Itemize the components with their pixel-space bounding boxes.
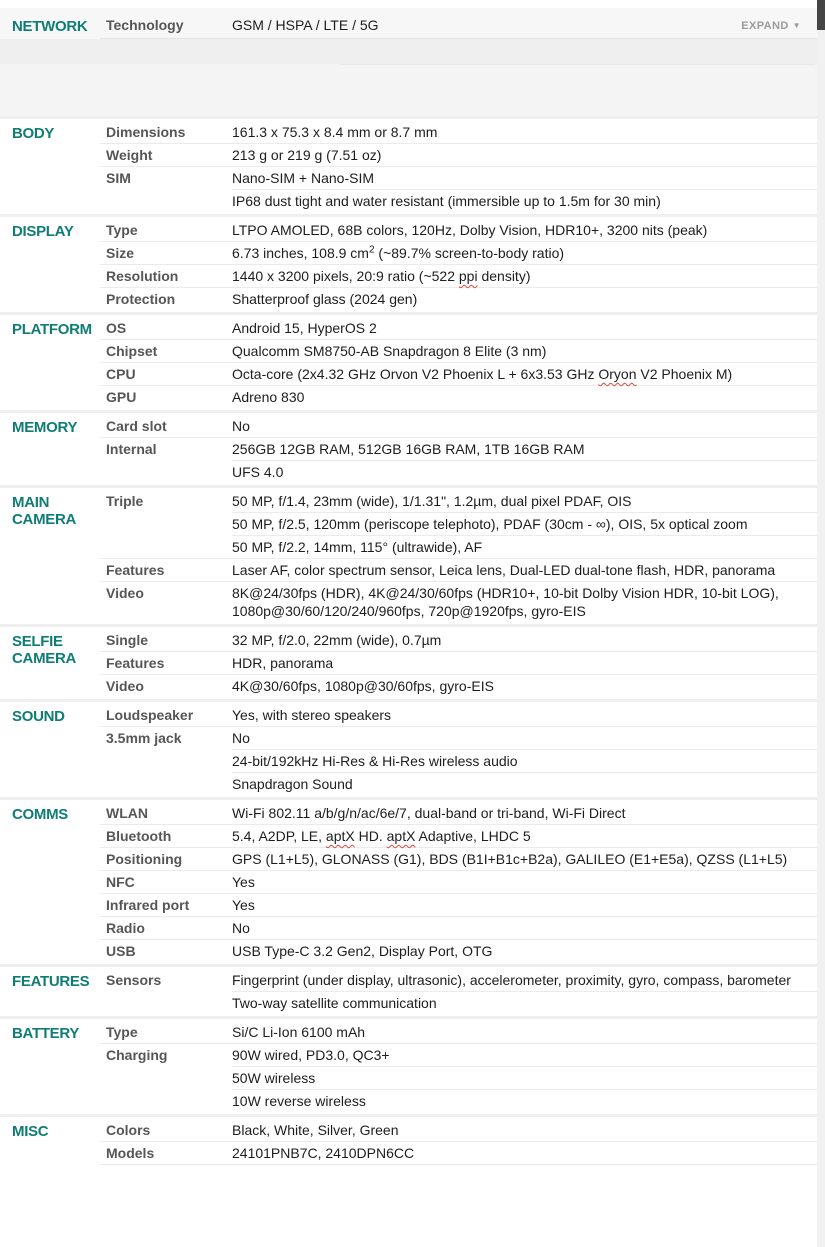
section-body bbox=[0, 119, 817, 214]
value-text: 4K@30/60fps, 1080p@30/60fps, gyro-EIS bbox=[232, 678, 494, 694]
spec-value bbox=[232, 749, 817, 772]
section-rows bbox=[100, 317, 817, 408]
value-text: 213 g or 219 g (7.51 oz) bbox=[232, 147, 382, 163]
spec-row bbox=[100, 802, 817, 824]
value-text: UFS 4.0 bbox=[232, 464, 284, 480]
value-text: 50W wireless bbox=[232, 1070, 316, 1086]
section-rows bbox=[100, 219, 817, 310]
spec-row bbox=[100, 674, 817, 697]
section-rows bbox=[100, 969, 817, 1014]
spec-label bbox=[100, 1089, 232, 1112]
spec-label: Features bbox=[106, 562, 165, 578]
value-text: density) bbox=[477, 268, 531, 284]
spec-value bbox=[232, 582, 817, 622]
spec-label: Type bbox=[106, 1024, 138, 1040]
section-network bbox=[0, 8, 817, 39]
value-text: USB Type-C 3.2 Gen2, Display Port, OTG bbox=[232, 943, 493, 959]
spec-label: NFC bbox=[106, 874, 135, 890]
value-text: Fingerprint (under display, ultrasonic), accelerometer, proximity, gyro, compass, barometer bbox=[232, 972, 791, 988]
spec-value bbox=[232, 219, 817, 241]
section-misc bbox=[0, 1117, 817, 1175]
spec-row bbox=[100, 512, 817, 535]
section-title-memory: MEMORY bbox=[12, 419, 78, 436]
spec-value bbox=[232, 288, 817, 310]
spec-label: 3.5mm jack bbox=[106, 730, 182, 746]
spec-value bbox=[232, 121, 817, 143]
spec-label: Weight bbox=[106, 147, 153, 163]
spec-value bbox=[232, 460, 817, 483]
value-text: 50 MP, f/1.4, 23mm (wide), 1/1.31", 1.2µm, dual pixel PDAF, OIS bbox=[232, 493, 632, 509]
section-display bbox=[0, 217, 817, 312]
spec-label: Positioning bbox=[106, 851, 183, 867]
spec-value bbox=[232, 652, 817, 674]
spec-value bbox=[232, 1142, 817, 1164]
spec-row bbox=[100, 749, 817, 772]
spec-label: Type bbox=[106, 222, 138, 238]
value-text: 256GB 12GB RAM, 512GB 16GB RAM, 1TB 16GB RAM bbox=[232, 441, 585, 457]
spec-label: Internal bbox=[106, 441, 157, 457]
spec-label: WLAN bbox=[106, 805, 148, 821]
value-text: 8K@24/30fps (HDR), 4K@24/30/60fps (HDR10+, 10-bit Dolby Vision HDR, 10-bit LOG), 1080p@30/60/120/240/960fps, 720p@1920fps, gyro-EIS bbox=[232, 585, 779, 619]
spec-value bbox=[232, 969, 817, 991]
misspelled-word: ppi bbox=[458, 268, 478, 284]
value-text: 1440 x 3200 pixels, 20:9 ratio (~522 bbox=[232, 268, 459, 284]
spec-value bbox=[232, 438, 817, 460]
spec-value bbox=[232, 917, 817, 939]
value-text: Android 15, HyperOS 2 bbox=[232, 320, 377, 336]
spec-label: Video bbox=[106, 678, 144, 694]
spec-label: Dimensions bbox=[106, 124, 186, 140]
spec-row bbox=[100, 1119, 817, 1141]
spec-row bbox=[100, 189, 817, 212]
spec-row bbox=[100, 581, 817, 622]
spec-row bbox=[100, 651, 817, 674]
expand-chevron-icon: ▼ bbox=[792, 21, 801, 30]
section-rows bbox=[100, 1119, 817, 1165]
spec-label: Features bbox=[106, 655, 165, 671]
spec-row bbox=[100, 1021, 817, 1043]
spec-value bbox=[232, 727, 817, 749]
top-gap bbox=[0, 0, 817, 8]
spec-row bbox=[100, 219, 817, 241]
spec-label: USB bbox=[106, 943, 136, 959]
spec-row bbox=[100, 460, 817, 483]
spec-label: Single bbox=[106, 632, 149, 648]
spec-value bbox=[232, 940, 817, 962]
value-text: Two-way satellite communication bbox=[232, 995, 437, 1011]
divider bbox=[340, 64, 815, 65]
spec-row bbox=[100, 629, 817, 651]
spec-label bbox=[100, 772, 232, 795]
value-text: Yes bbox=[232, 897, 255, 913]
spec-row bbox=[100, 385, 817, 408]
spec-row bbox=[100, 317, 817, 339]
spec-row bbox=[100, 893, 817, 916]
spec-value bbox=[232, 704, 817, 726]
value-text: GSM / HSPA / LTE / 5G bbox=[232, 17, 379, 33]
scrollbar-thumb[interactable] bbox=[817, 0, 825, 30]
value-text: No bbox=[232, 418, 250, 434]
value-text: GPS (L1+L5), GLONASS (G1), BDS (B1I+B1c+B2a), GALILEO (E1+E5a), QZSS (L1+L5) bbox=[232, 851, 788, 867]
spec-value bbox=[232, 894, 817, 916]
misspelled-word: Oryon bbox=[598, 366, 637, 382]
value-text: Adreno 830 bbox=[232, 389, 305, 405]
spec-label bbox=[100, 1066, 232, 1089]
spec-value bbox=[232, 1119, 817, 1141]
section-title-main-camera: MAIN CAMERA bbox=[12, 494, 77, 528]
spec-label: Protection bbox=[106, 291, 176, 307]
spec-value bbox=[232, 802, 817, 824]
value-text: Qualcomm SM8750-AB Snapdragon 8 Elite (3 nm) bbox=[232, 343, 547, 359]
value-text: Octa-core (2x4.32 GHz Orvon V2 Phoenix L + 6x3.53 GHz bbox=[232, 366, 599, 382]
spec-row bbox=[100, 704, 817, 726]
value-text: Laser AF, color spectrum sensor, Leica lens, Dual-LED dual-tone flash, HDR, panorama bbox=[232, 562, 776, 578]
spec-value bbox=[232, 991, 817, 1014]
spec-row bbox=[100, 143, 817, 166]
section-title-battery: BATTERY bbox=[12, 1025, 80, 1042]
spec-row bbox=[100, 991, 817, 1014]
value-text: V2 Phoenix M) bbox=[636, 366, 733, 382]
spec-row bbox=[100, 1089, 817, 1112]
spec-value bbox=[232, 629, 817, 651]
spec-row bbox=[100, 1043, 817, 1066]
spec-row bbox=[100, 437, 817, 460]
spec-value bbox=[232, 512, 817, 535]
spec-label: Infrared port bbox=[106, 897, 190, 913]
spec-value bbox=[232, 242, 817, 264]
spec-value bbox=[232, 1021, 817, 1043]
section-title-sound: SOUND bbox=[12, 708, 65, 725]
spec-value bbox=[232, 1066, 817, 1089]
spec-label bbox=[100, 749, 232, 772]
section-rows bbox=[100, 490, 817, 622]
spec-row bbox=[100, 916, 817, 939]
spec-row bbox=[100, 121, 817, 143]
value-text: Black, White, Silver, Green bbox=[232, 1122, 399, 1138]
expand-label: EXPAND bbox=[741, 20, 789, 32]
superscript: 2 bbox=[368, 244, 375, 256]
spec-value bbox=[232, 317, 817, 339]
section-title-network: NETWORK bbox=[12, 18, 88, 35]
value-text: Shatterproof glass (2024 gen) bbox=[232, 291, 418, 307]
spec-label: Technology bbox=[106, 17, 184, 33]
section-title-features: FEATURES bbox=[12, 973, 90, 990]
value-text: Adaptive, LHDC 5 bbox=[415, 828, 531, 844]
spec-row bbox=[100, 1066, 817, 1089]
value-text: Wi-Fi 802.11 a/b/g/n/ac/6e/7, dual-band or tri-band, Wi-Fi Direct bbox=[232, 805, 626, 821]
section-main-camera bbox=[0, 488, 817, 624]
section-rows bbox=[100, 629, 817, 697]
spec-value bbox=[232, 144, 817, 166]
value-text: Snapdragon Sound bbox=[232, 776, 353, 792]
value-text: 50 MP, f/2.2, 14mm, 115° (ultrawide), AF bbox=[232, 539, 483, 555]
spec-value bbox=[232, 415, 817, 437]
value-text: 161.3 x 75.3 x 8.4 mm or 8.7 mm bbox=[232, 124, 438, 140]
spec-value bbox=[232, 386, 817, 408]
spec-row bbox=[100, 969, 817, 991]
spec-row bbox=[100, 166, 817, 189]
spec-row bbox=[100, 772, 817, 795]
section-title-misc: MISC bbox=[12, 1123, 49, 1140]
value-text: IP68 dust tight and water resistant (immersible up to 1.5m for 30 min) bbox=[232, 193, 661, 209]
spec-row bbox=[100, 415, 817, 437]
spec-label: SIM bbox=[106, 170, 131, 186]
section-platform bbox=[0, 315, 817, 410]
value-text: 50 MP, f/2.5, 120mm (periscope telephoto), PDAF (30cm - ∞), OIS, 5x optical zoom bbox=[232, 516, 748, 532]
collapsed-network-bands-area bbox=[0, 64, 817, 116]
spec-label: GPU bbox=[106, 389, 137, 405]
spec-row bbox=[100, 870, 817, 893]
section-rows bbox=[100, 704, 817, 795]
spec-value bbox=[232, 559, 817, 581]
section-title-platform: PLATFORM bbox=[12, 321, 92, 338]
spec-value bbox=[232, 535, 817, 558]
value-text: No bbox=[232, 920, 250, 936]
spec-label: Chipset bbox=[106, 343, 158, 359]
spec-value bbox=[232, 340, 817, 362]
spec-label: Bluetooth bbox=[106, 828, 172, 844]
value-text: HDR, panorama bbox=[232, 655, 334, 671]
section-comms bbox=[0, 800, 817, 964]
spec-value bbox=[232, 675, 817, 697]
spec-row bbox=[100, 362, 817, 385]
spec-label bbox=[100, 512, 232, 535]
section-title-display: DISPLAY bbox=[12, 223, 74, 240]
value-text: 24101PNB7C, 2410DPN6CC bbox=[232, 1145, 415, 1161]
spec-value bbox=[232, 772, 817, 795]
spec-label: Size bbox=[106, 245, 135, 261]
spec-value bbox=[232, 265, 817, 287]
misspelled-word: aptX bbox=[386, 828, 416, 844]
spec-label: Models bbox=[106, 1145, 155, 1161]
spec-value bbox=[232, 363, 817, 385]
section-title-body: BODY bbox=[12, 125, 55, 142]
spec-label bbox=[100, 535, 232, 558]
section-rows bbox=[100, 14, 817, 39]
spec-row bbox=[100, 241, 817, 264]
expand-button[interactable] bbox=[741, 17, 801, 36]
spec-value bbox=[232, 1044, 817, 1066]
section-selfie-camera bbox=[0, 627, 817, 699]
spec-label: Charging bbox=[106, 1047, 168, 1063]
spec-label: CPU bbox=[106, 366, 136, 382]
value-text: 6.73 inches, 108.9 cm bbox=[232, 245, 369, 261]
spec-value bbox=[232, 14, 817, 36]
spec-value bbox=[232, 167, 817, 189]
spec-row bbox=[100, 535, 817, 558]
spec-row bbox=[100, 726, 817, 749]
spec-label: Video bbox=[106, 585, 144, 601]
value-text: Yes bbox=[232, 874, 255, 890]
section-title-selfie-camera: SELFIE CAMERA bbox=[12, 633, 77, 667]
spec-row bbox=[100, 847, 817, 870]
value-text: 32 MP, f/2.0, 22mm (wide), 0.7µm bbox=[232, 632, 442, 648]
spec-label: Colors bbox=[106, 1122, 151, 1138]
section-sound bbox=[0, 702, 817, 797]
spec-label: Radio bbox=[106, 920, 145, 936]
value-text: (~89.7% screen-to-body ratio) bbox=[374, 245, 565, 261]
spec-label: OS bbox=[106, 320, 127, 336]
spec-label: Card slot bbox=[106, 418, 167, 434]
section-battery bbox=[0, 1019, 817, 1114]
value-text: Yes, with stereo speakers bbox=[232, 707, 392, 723]
spec-label: Loudspeaker bbox=[106, 707, 194, 723]
section-rows bbox=[100, 415, 817, 483]
specs-list bbox=[0, 8, 817, 1175]
value-text: No bbox=[232, 730, 250, 746]
value-text: Si/C Li-Ion 6100 mAh bbox=[232, 1024, 366, 1040]
spec-value bbox=[232, 490, 817, 512]
section-title-comms: COMMS bbox=[12, 806, 68, 823]
spec-label: Sensors bbox=[106, 972, 162, 988]
value-text: 5.4, A2DP, LE, bbox=[232, 828, 326, 844]
scrollbar-track[interactable] bbox=[817, 0, 825, 1247]
spec-row bbox=[100, 824, 817, 847]
spec-row bbox=[100, 939, 817, 962]
value-text: 24-bit/192kHz Hi-Res & Hi-Res wireless audio bbox=[232, 753, 518, 769]
spec-row bbox=[100, 264, 817, 287]
spec-row bbox=[100, 339, 817, 362]
spec-row bbox=[100, 1141, 817, 1164]
section-rows bbox=[100, 802, 817, 962]
value-text: LTPO AMOLED, 68B colors, 120Hz, Dolby Vision, HDR10+, 3200 nits (peak) bbox=[232, 222, 708, 238]
spec-value bbox=[232, 825, 817, 847]
spec-value bbox=[232, 189, 817, 212]
misspelled-word: aptX bbox=[325, 828, 355, 844]
value-text: 10W reverse wireless bbox=[232, 1093, 366, 1109]
spec-row bbox=[100, 287, 817, 310]
spec-value bbox=[232, 871, 817, 893]
spec-row bbox=[100, 558, 817, 581]
value-text: HD. bbox=[354, 828, 387, 844]
section-rows bbox=[100, 121, 817, 212]
section-memory bbox=[0, 413, 817, 485]
value-text: 90W wired, PD3.0, QC3+ bbox=[232, 1047, 390, 1063]
spec-row bbox=[100, 490, 817, 512]
section-features bbox=[0, 967, 817, 1016]
spec-label: Resolution bbox=[106, 268, 179, 284]
spec-label bbox=[100, 460, 232, 483]
spec-label: Triple bbox=[106, 493, 144, 509]
value-text: Nano-SIM + Nano-SIM bbox=[232, 170, 374, 186]
spec-value bbox=[232, 1089, 817, 1112]
spec-label bbox=[100, 189, 232, 212]
spec-row bbox=[100, 14, 817, 36]
section-rows bbox=[100, 1021, 817, 1112]
spec-label bbox=[100, 991, 232, 1014]
spec-value bbox=[232, 848, 817, 870]
